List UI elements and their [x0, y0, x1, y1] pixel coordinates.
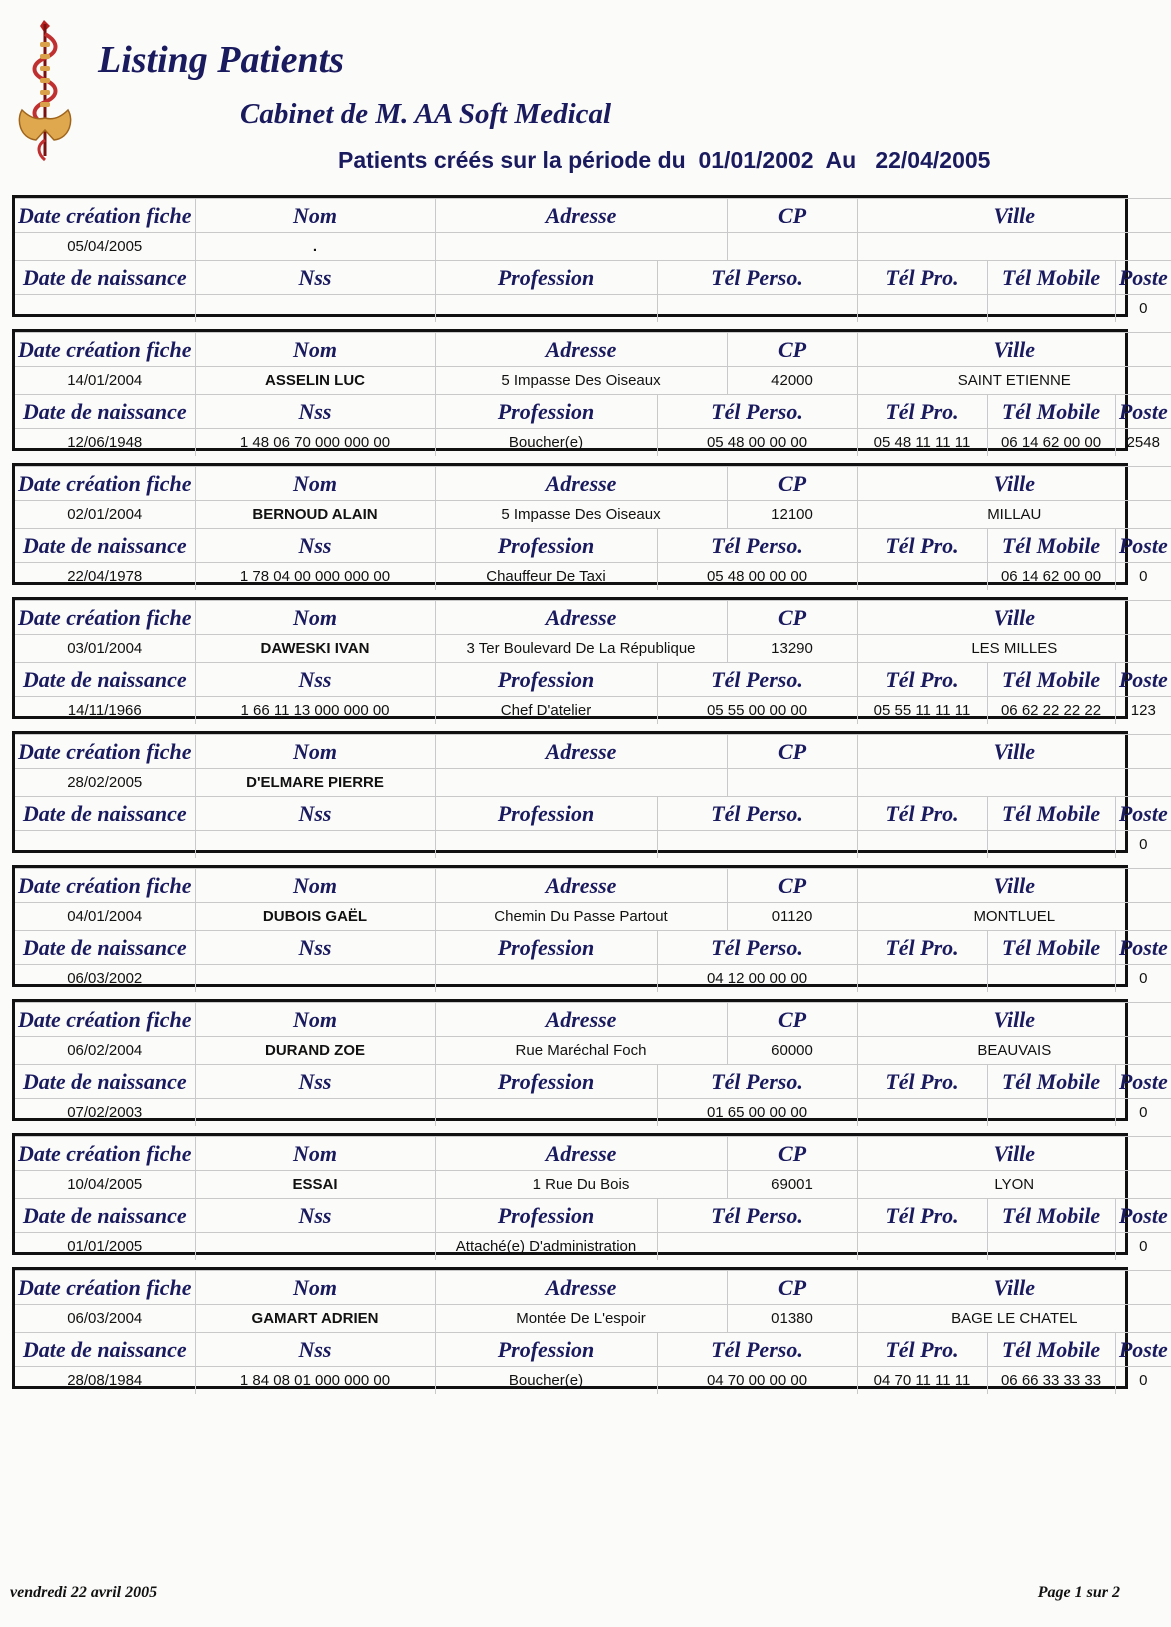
label-tel-pro: Tél Pro.	[857, 1333, 987, 1367]
value-poste: 0	[1115, 1233, 1171, 1261]
label-tel-mobile: Tél Mobile	[987, 797, 1115, 831]
patient-record	[12, 1133, 1168, 1255]
label-profession: Profession	[435, 1333, 657, 1367]
value-tel-mobile: 06 66 33 33 33	[987, 1367, 1115, 1395]
value-adresse: Montée De L'espoir	[435, 1305, 727, 1333]
patient-record	[12, 597, 1168, 719]
value-profession	[435, 295, 657, 323]
label-nom: Nom	[195, 467, 435, 501]
value-poste: 0	[1115, 563, 1171, 591]
label-profession: Profession	[435, 261, 657, 295]
value-nom: ESSAI	[195, 1171, 435, 1199]
label-cp: CP	[727, 735, 857, 769]
label-nss: Nss	[195, 395, 435, 429]
value-tel-perso: 04 12 00 00 00	[657, 965, 857, 993]
label-ville: Ville	[857, 869, 1171, 903]
patient-record	[12, 731, 1168, 853]
value-tel-perso	[657, 831, 857, 859]
value-nom: DUBOIS GAËL	[195, 903, 435, 931]
label-tel-perso: Tél Perso.	[657, 529, 857, 563]
value-ville: LYON	[857, 1171, 1171, 1199]
label-cp: CP	[727, 869, 857, 903]
value-ville: BAGE LE CHATEL	[857, 1305, 1171, 1333]
value-tel-perso	[657, 1233, 857, 1261]
period-heading: Patients créés sur la période du 01/01/2002 Au 22/04/2005	[338, 147, 991, 173]
value-ville	[857, 233, 1171, 261]
label-tel-mobile: Tél Mobile	[987, 931, 1115, 965]
value-date-naissance: 28/08/1984	[15, 1367, 195, 1395]
value-tel-pro	[857, 831, 987, 859]
label-date-naissance: Date de naissance	[15, 395, 195, 429]
label-nss: Nss	[195, 261, 435, 295]
label-nom: Nom	[195, 333, 435, 367]
value-adresse: Chemin Du Passe Partout	[435, 903, 727, 931]
value-cp: 12100	[727, 501, 857, 529]
value-date-creation: 10/04/2005	[15, 1171, 195, 1199]
value-ville: SAINT ETIENNE	[857, 367, 1171, 395]
label-ville: Ville	[857, 467, 1171, 501]
value-cp: 42000	[727, 367, 857, 395]
patient-record	[12, 1267, 1168, 1389]
label-ville: Ville	[857, 601, 1171, 635]
label-tel-mobile: Tél Mobile	[987, 1199, 1115, 1233]
label-adresse: Adresse	[435, 1003, 727, 1037]
label-poste: Poste	[1115, 395, 1171, 429]
label-profession: Profession	[435, 529, 657, 563]
value-nss	[195, 965, 435, 993]
value-cp: 69001	[727, 1171, 857, 1199]
label-profession: Profession	[435, 1199, 657, 1233]
patient-record	[12, 999, 1168, 1121]
label-nss: Nss	[195, 529, 435, 563]
caduceus-logo-icon	[14, 14, 76, 164]
label-tel-pro: Tél Pro.	[857, 663, 987, 697]
label-date-naissance: Date de naissance	[15, 931, 195, 965]
label-adresse: Adresse	[435, 869, 727, 903]
label-date-creation: Date création fiche	[15, 199, 195, 233]
label-tel-pro: Tél Pro.	[857, 261, 987, 295]
label-date-creation: Date création fiche	[15, 1137, 195, 1171]
label-poste: Poste	[1115, 529, 1171, 563]
label-tel-perso: Tél Perso.	[657, 931, 857, 965]
value-poste: 0	[1115, 965, 1171, 993]
label-adresse: Adresse	[435, 199, 727, 233]
value-date-naissance: 12/06/1948	[15, 429, 195, 457]
value-nss: 1 66 11 13 000 000 00	[195, 697, 435, 725]
patient-record	[12, 195, 1168, 317]
label-cp: CP	[727, 601, 857, 635]
label-poste: Poste	[1115, 663, 1171, 697]
label-tel-perso: Tél Perso.	[657, 395, 857, 429]
value-date-naissance: 06/03/2002	[15, 965, 195, 993]
value-tel-perso: 05 48 00 00 00	[657, 563, 857, 591]
label-tel-perso: Tél Perso.	[657, 1333, 857, 1367]
value-nss: 1 84 08 01 000 000 00	[195, 1367, 435, 1395]
label-nom: Nom	[195, 869, 435, 903]
value-ville: BEAUVAIS	[857, 1037, 1171, 1065]
value-tel-pro	[857, 965, 987, 993]
label-tel-perso: Tél Perso.	[657, 1065, 857, 1099]
label-nom: Nom	[195, 1137, 435, 1171]
value-nss	[195, 295, 435, 323]
label-cp: CP	[727, 333, 857, 367]
value-profession: Chef D'atelier	[435, 697, 657, 725]
label-tel-perso: Tél Perso.	[657, 261, 857, 295]
label-ville: Ville	[857, 333, 1171, 367]
value-tel-pro	[857, 295, 987, 323]
value-profession: Boucher(e)	[435, 429, 657, 457]
value-poste: 0	[1115, 1099, 1171, 1127]
value-tel-mobile	[987, 831, 1115, 859]
value-nss: 1 78 04 00 000 000 00	[195, 563, 435, 591]
label-adresse: Adresse	[435, 1271, 727, 1305]
label-nom: Nom	[195, 601, 435, 635]
value-date-creation: 14/01/2004	[15, 367, 195, 395]
page-subtitle: Cabinet de M. AA Soft Medical	[240, 98, 612, 130]
label-profession: Profession	[435, 797, 657, 831]
value-date-creation: 04/01/2004	[15, 903, 195, 931]
patient-record	[12, 329, 1168, 451]
label-nom: Nom	[195, 1271, 435, 1305]
value-ville: MILLAU	[857, 501, 1171, 529]
value-adresse: 5 Impasse Des Oiseaux	[435, 367, 727, 395]
value-profession	[435, 1099, 657, 1127]
label-tel-pro: Tél Pro.	[857, 931, 987, 965]
patient-record	[12, 463, 1168, 585]
label-date-creation: Date création fiche	[15, 1003, 195, 1037]
value-date-creation: 05/04/2005	[15, 233, 195, 261]
value-nss	[195, 831, 435, 859]
value-adresse: Rue Maréchal Foch	[435, 1037, 727, 1065]
label-date-creation: Date création fiche	[15, 467, 195, 501]
value-cp: 60000	[727, 1037, 857, 1065]
value-cp: 01380	[727, 1305, 857, 1333]
label-tel-perso: Tél Perso.	[657, 797, 857, 831]
label-nss: Nss	[195, 1333, 435, 1367]
value-nom: DURAND ZOE	[195, 1037, 435, 1065]
value-tel-pro: 04 70 11 11 11	[857, 1367, 987, 1395]
value-tel-pro	[857, 1099, 987, 1127]
label-date-naissance: Date de naissance	[15, 1065, 195, 1099]
label-tel-pro: Tél Pro.	[857, 529, 987, 563]
label-tel-mobile: Tél Mobile	[987, 663, 1115, 697]
value-tel-perso	[657, 295, 857, 323]
label-date-naissance: Date de naissance	[15, 797, 195, 831]
value-nom: GAMART ADRIEN	[195, 1305, 435, 1333]
patient-record	[12, 865, 1168, 987]
label-nom: Nom	[195, 199, 435, 233]
value-cp: 13290	[727, 635, 857, 663]
value-poste: 0	[1115, 1367, 1171, 1395]
label-adresse: Adresse	[435, 601, 727, 635]
value-tel-pro	[857, 563, 987, 591]
label-date-naissance: Date de naissance	[15, 261, 195, 295]
label-ville: Ville	[857, 1137, 1171, 1171]
value-profession	[435, 965, 657, 993]
value-nom: DAWESKI IVAN	[195, 635, 435, 663]
value-ville: LES MILLES	[857, 635, 1171, 663]
label-cp: CP	[727, 1137, 857, 1171]
value-date-naissance	[15, 831, 195, 859]
value-poste: 2548	[1115, 429, 1171, 457]
value-adresse: 5 Impasse Des Oiseaux	[435, 501, 727, 529]
value-tel-perso: 05 48 00 00 00	[657, 429, 857, 457]
label-cp: CP	[727, 1271, 857, 1305]
value-tel-mobile	[987, 965, 1115, 993]
label-tel-perso: Tél Perso.	[657, 1199, 857, 1233]
value-ville: MONTLUEL	[857, 903, 1171, 931]
value-date-naissance: 07/02/2003	[15, 1099, 195, 1127]
label-nss: Nss	[195, 797, 435, 831]
value-tel-pro: 05 55 11 11 11	[857, 697, 987, 725]
label-poste: Poste	[1115, 261, 1171, 295]
label-date-naissance: Date de naissance	[15, 1333, 195, 1367]
label-date-creation: Date création fiche	[15, 333, 195, 367]
value-adresse: 1 Rue Du Bois	[435, 1171, 727, 1199]
value-tel-mobile	[987, 1099, 1115, 1127]
label-ville: Ville	[857, 1271, 1171, 1305]
label-ville: Ville	[857, 199, 1171, 233]
value-nss	[195, 1233, 435, 1261]
label-date-creation: Date création fiche	[15, 735, 195, 769]
label-tel-mobile: Tél Mobile	[987, 529, 1115, 563]
value-adresse	[435, 769, 727, 797]
value-poste: 0	[1115, 831, 1171, 859]
label-date-creation: Date création fiche	[15, 869, 195, 903]
label-cp: CP	[727, 199, 857, 233]
label-tel-perso: Tél Perso.	[657, 663, 857, 697]
label-profession: Profession	[435, 395, 657, 429]
value-date-naissance	[15, 295, 195, 323]
value-date-creation: 28/02/2005	[15, 769, 195, 797]
footer-date: vendredi 22 avril 2005	[10, 1584, 158, 1601]
value-profession: Attaché(e) D'administration	[435, 1233, 657, 1261]
value-date-naissance: 14/11/1966	[15, 697, 195, 725]
label-adresse: Adresse	[435, 467, 727, 501]
label-poste: Poste	[1115, 1333, 1171, 1367]
value-nom: BERNOUD ALAIN	[195, 501, 435, 529]
label-profession: Profession	[435, 931, 657, 965]
label-nss: Nss	[195, 1065, 435, 1099]
value-tel-mobile	[987, 1233, 1115, 1261]
value-profession	[435, 831, 657, 859]
value-nom: .	[195, 233, 435, 261]
value-nss	[195, 1099, 435, 1127]
value-tel-perso: 05 55 00 00 00	[657, 697, 857, 725]
label-nom: Nom	[195, 735, 435, 769]
value-tel-mobile	[987, 295, 1115, 323]
value-adresse: 3 Ter Boulevard De La République	[435, 635, 727, 663]
patient-records-list	[12, 195, 1168, 1401]
label-nss: Nss	[195, 931, 435, 965]
label-poste: Poste	[1115, 1065, 1171, 1099]
value-tel-mobile: 06 14 62 00 00	[987, 429, 1115, 457]
label-nss: Nss	[195, 663, 435, 697]
value-profession: Chauffeur De Taxi	[435, 563, 657, 591]
label-poste: Poste	[1115, 931, 1171, 965]
value-tel-pro: 05 48 11 11 11	[857, 429, 987, 457]
label-date-naissance: Date de naissance	[15, 1199, 195, 1233]
label-cp: CP	[727, 467, 857, 501]
label-tel-mobile: Tél Mobile	[987, 261, 1115, 295]
label-ville: Ville	[857, 1003, 1171, 1037]
value-date-creation: 03/01/2004	[15, 635, 195, 663]
value-tel-perso: 04 70 00 00 00	[657, 1367, 857, 1395]
label-date-naissance: Date de naissance	[15, 529, 195, 563]
value-ville	[857, 769, 1171, 797]
label-tel-mobile: Tél Mobile	[987, 1065, 1115, 1099]
value-nom: D'ELMARE PIERRE	[195, 769, 435, 797]
value-poste: 123	[1115, 697, 1171, 725]
value-date-creation: 06/02/2004	[15, 1037, 195, 1065]
value-date-naissance: 01/01/2005	[15, 1233, 195, 1261]
page-title: Listing Patients	[98, 39, 344, 81]
label-poste: Poste	[1115, 797, 1171, 831]
label-adresse: Adresse	[435, 333, 727, 367]
value-cp	[727, 769, 857, 797]
label-tel-pro: Tél Pro.	[857, 395, 987, 429]
label-nom: Nom	[195, 1003, 435, 1037]
value-profession: Boucher(e)	[435, 1367, 657, 1395]
label-tel-pro: Tél Pro.	[857, 1065, 987, 1099]
label-tel-mobile: Tél Mobile	[987, 1333, 1115, 1367]
label-date-creation: Date création fiche	[15, 601, 195, 635]
label-ville: Ville	[857, 735, 1171, 769]
value-date-creation: 06/03/2004	[15, 1305, 195, 1333]
value-nss: 1 48 06 70 000 000 00	[195, 429, 435, 457]
label-nss: Nss	[195, 1199, 435, 1233]
value-cp: 01120	[727, 903, 857, 931]
value-poste: 0	[1115, 295, 1171, 323]
label-tel-mobile: Tél Mobile	[987, 395, 1115, 429]
label-poste: Poste	[1115, 1199, 1171, 1233]
value-date-naissance: 22/04/1978	[15, 563, 195, 591]
value-tel-pro	[857, 1233, 987, 1261]
label-profession: Profession	[435, 1065, 657, 1099]
value-adresse	[435, 233, 727, 261]
value-date-creation: 02/01/2004	[15, 501, 195, 529]
value-nom: ASSELIN LUC	[195, 367, 435, 395]
label-tel-pro: Tél Pro.	[857, 1199, 987, 1233]
value-tel-mobile: 06 14 62 00 00	[987, 563, 1115, 591]
label-adresse: Adresse	[435, 1137, 727, 1171]
value-tel-perso: 01 65 00 00 00	[657, 1099, 857, 1127]
label-date-creation: Date création fiche	[15, 1271, 195, 1305]
value-tel-mobile: 06 62 22 22 22	[987, 697, 1115, 725]
label-profession: Profession	[435, 663, 657, 697]
label-cp: CP	[727, 1003, 857, 1037]
footer-page-number: Page 1 sur 2	[1037, 1584, 1120, 1601]
label-date-naissance: Date de naissance	[15, 663, 195, 697]
label-adresse: Adresse	[435, 735, 727, 769]
label-tel-pro: Tél Pro.	[857, 797, 987, 831]
value-cp	[727, 233, 857, 261]
